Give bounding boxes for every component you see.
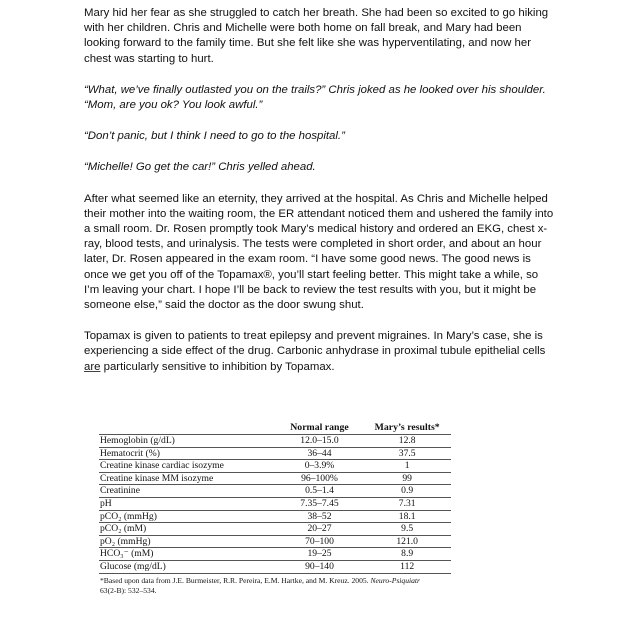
table-row [99, 510, 451, 523]
cell-result: 37.5 [363, 447, 451, 460]
cell-range: 38–52 [276, 510, 364, 523]
table-row [99, 497, 451, 510]
cell-range: 0–3.9% [276, 460, 364, 473]
cell-range: 12.0–15.0 [276, 435, 364, 448]
table-row [99, 472, 451, 485]
chris-question: “What, we’ve finally outlasted you on the trails?” Chris joked as he looked over his shoulder. “Mom, are you ok? You look awful.” [84, 83, 546, 112]
mary-reply: “Don’t panic, but I think I need to go to the hospital.” [84, 130, 345, 143]
story-paragraph-2 [84, 83, 556, 113]
cell-result: 99 [363, 472, 451, 485]
cell-range: 96–100% [276, 472, 364, 485]
table-row [99, 523, 451, 536]
cell-result: 121.0 [363, 535, 451, 548]
cell-result: 1 [363, 460, 451, 473]
story-paragraph-6 [84, 329, 556, 375]
cell-name: pO₂ (mmHg) [99, 535, 276, 548]
story-paragraph-3 [84, 129, 556, 144]
footnote-text: *Based upon data from J.E. Burmeister, R.R. Pereira, E.M. Hartke, and M. Kreuz. 2005. [100, 575, 371, 585]
topamax-text-end: particularly sensitive to inhibition by Topamax. [100, 360, 335, 373]
table-header-row [99, 420, 451, 435]
cell-name: HCO₃⁻ (mM) [99, 548, 276, 561]
cell-range: 20–27 [276, 523, 364, 536]
document-page [84, 6, 556, 391]
cell-name: pCO₂ (mM) [99, 523, 276, 536]
underlined-word: are [84, 360, 101, 373]
table-body [99, 435, 451, 574]
cell-name: Glucose (mg/dL) [99, 560, 276, 573]
cell-range: 70–100 [276, 535, 364, 548]
table-row [99, 548, 451, 561]
table-row [99, 447, 451, 460]
table-row [99, 535, 451, 548]
table-row [99, 485, 451, 498]
cell-result: 8.9 [363, 548, 451, 561]
cell-name: Creatine kinase MM isozyme [99, 472, 276, 485]
cell-range: 36–44 [276, 447, 364, 460]
cell-result: 7.31 [363, 497, 451, 510]
table-row [99, 560, 451, 573]
story-paragraph-1: Mary hid her fear as she struggled to catch her breath. She had been so excited to go hiking with her children. Chris and Michelle were both home on fall break, and Mary had been looking forward to the family time. But she felt like she was hyperventilating, and now her chest was starting to hurt. [84, 7, 549, 65]
cell-name: pH [99, 497, 276, 510]
header-marys-results: Mary’s results* [363, 420, 451, 435]
story-paragraph-5: After what seemed like an eternity, they arrived at the hospital. As Chris and Michelle helped their mother into the waiting room, the ER attendant noticed them and ushered the family into a small room. Dr. Rosen promptly took Mary’s medical history and ordered an EKG, chest x-ray, blood tests, and urinalysis. The tests were completed in short order, and about an hour later, Dr. Rosen appeared in the exam room. “I have some good news. The good news is once we get you off of the Topamax®, you’ll start feeling better. This might take a while, so I’m leaving your chart. I hope I’ll be back to review the test results with you, but it might be someone else,” said the doctor as the door swung shut. [84, 192, 554, 312]
lab-results-table [99, 420, 451, 596]
cell-name: Creatine kinase cardiac isozyme [99, 460, 276, 473]
table-row [99, 435, 451, 448]
header-normal-range: Normal range [276, 420, 364, 435]
cell-name: Hemoglobin (g/dL) [99, 435, 276, 448]
story-paragraph-4 [84, 160, 556, 175]
cell-name: Creatinine [99, 485, 276, 498]
cell-result: 12.8 [363, 435, 451, 448]
results-table [99, 420, 451, 574]
cell-range: 7.35–7.45 [276, 497, 364, 510]
footnote-journal: Neuro-Psiquiatr [370, 575, 420, 585]
chris-shout: “Michelle! Go get the car!” Chris yelled ahead. [84, 161, 316, 174]
cell-range: 0.5–1.4 [276, 485, 364, 498]
cell-result: 0.9 [363, 485, 451, 498]
table-row [99, 460, 451, 473]
cell-result: 9.5 [363, 523, 451, 536]
cell-range: 90–140 [276, 560, 364, 573]
cell-name: pCO₂ (mmHg) [99, 510, 276, 523]
cell-name: Hematocrit (%) [99, 447, 276, 460]
cell-result: 112 [363, 560, 451, 573]
header-blank-cell [99, 420, 276, 435]
footnote-citation: 63(2-B): 532–534. [100, 585, 157, 595]
cell-range: 19–25 [276, 548, 364, 561]
topamax-text-start: Topamax is given to patients to treat epilepsy and prevent migraines. In Mary’s case, she is experiencing a side effect of the drug. Carbonic anhydrase in proximal tubule epithelial cells [84, 330, 546, 358]
cell-result: 18.1 [363, 510, 451, 523]
table-footnote [99, 576, 451, 596]
